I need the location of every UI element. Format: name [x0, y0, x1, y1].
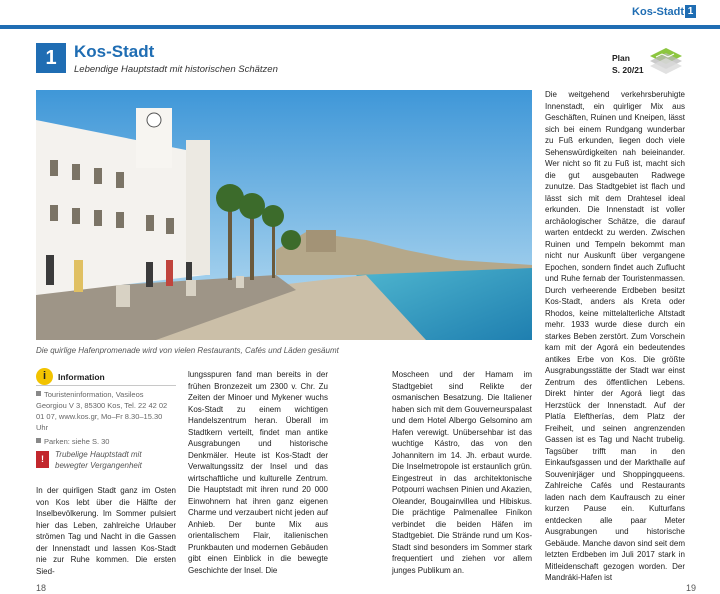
plan-reference — [612, 52, 644, 76]
running-header-label: Kos-Stadt — [632, 6, 684, 18]
information-box — [36, 368, 176, 447]
harbor-promenade-photo — [36, 90, 532, 340]
page-number-right: 19 — [685, 583, 696, 593]
body-text-column-2: lungsspuren fand man bereits in der frühen Bronzezeit um 2300 v. Chr. Zu Zeiten der Minoer und Mykener wuchs Kos-Stadt zu einem wichtigen Handelszentrum heran. Überall im Stadtkern verteilt, findet man antike Ausgrabungen und historische Denkmäler. Heute ist Kos-Stadt der Verwaltungssitz der Insel und das wirtschaftliche und kulturelle Zentrum. Die Hauptstadt mit ihren rund 20 000 Einwohnern hat ihren ganz eigenen Charme und verzaubert nicht jeden auf Anhieb. Der bunte Mix aus orientalischem Flair, italienischen Prunkbauten und modernen Gebäuden gibt einen Einblick in die bewegte Geschichte der Insel. Die — [188, 370, 328, 575]
information-item-text: Touristeninformation, Vasileos Georgiou V 3, 85300 Kos, Tel. 22 42 02 01 07, www.kos.gr, Mo–Fr 8.30–15.30 Uhr — [36, 390, 168, 432]
body-text-column-1: In der quirligen Stadt ganz im Osten von Kos lebt über die Hälfte der Inselbevölkerung. Im Sommer pulsiert hier das Leben, zahlreiche Urlauber strömen Tag und Nacht in die Gassen der Innenstadt und lassen Kos-Stadt nie zur Ruhe kommen. Die ersten Sied- — [36, 486, 176, 576]
information-item-text: Parken: siehe S. 30 — [44, 437, 110, 446]
body-text-column-3: Moscheen und der Hamam im Stadtgebiet sind Relikte der osmanischen Besatzung. Die Italiener haben sich mit dem Gouverneurspalast und dem Hotel Albergo Gelsomino am Hafen verewigt. Unübersehbar ist das wuchtige Kástro, das von den Johannitern im 14. Jh. erbaut wurde. Die Inselmetropole ist erstaunlich grün. Eingestreut in das architektonische Potpourri wachsen Pinien und Akazien, Oleander, Bougainvillea und Hibiskus. Die prächtige Palmenallee Finíkon verbindet die beiden Häfen im Stadtgebiet. Die Strände rund um Kos-Stadt sind besonders im Sommer stark frequentiert und ziehen vor allem junges Publikum an. — [392, 370, 532, 575]
page-subtitle: Lebendige Hauptstadt mit historischen Schätzen — [74, 64, 278, 75]
plan-label: Plan — [612, 53, 630, 63]
highlight-tip — [36, 449, 176, 476]
bullet-square-icon — [36, 438, 41, 443]
header-rule — [0, 25, 720, 29]
running-header-number: 1 — [685, 5, 696, 18]
information-header — [36, 368, 176, 386]
tip-text: Trubelige Hauptstadt mit bewegter Vergangenheit — [55, 450, 142, 470]
red-tip-icon: ! — [36, 451, 49, 468]
bullet-square-icon — [36, 391, 41, 396]
page-title: Kos-Stadt — [74, 42, 155, 61]
entry-number-badge: 1 — [36, 43, 66, 73]
information-item-parking — [36, 436, 176, 447]
info-icon: i — [36, 368, 53, 385]
running-header — [0, 0, 720, 30]
body-text-column-4: Die weitgehend verkehrsberuhigte Innenstadt, ein quirliger Mix aus Geschäften, Ruinen und Kneipen, lässt sich bei einem Rundgang wunderbar zu Fuß erkunden, liegen doch viele Sehenswürdigkeiten nah beieinander. Wer nicht so fit zu Fuß ist, macht sich die gut ausgebauten Radwege zunutze. Das Stadtgebiet ist flach und lässt sich mit dem Drahtesel ideal erkunden. Die Innenstadt ist voller archäologischer Schätze, die darauf warten entdeckt zu werden. Zwischen Ruinen und Tempeln bekommt man nicht nur Auskunft über vergangene Epochen, sondern findet auch Zuflucht und Ruhe fernab der Touristenmassen. Durch verheerende Erdbeben besitzt Kos-Stadt, anders als Kreta oder Rhodos, keine mittelalterliche Altstadt mehr. 1933 wurde diese durch ein starkes Beben zerstört. Zum Vorschein kam mit der Agorá ein bedeutendes antikes Erbe von Kos. Die größte Ausgrabungsstätte der Stadt war einst Zentrum des öffentlichen Lebens. Direkt hinter der Agorá liegt das Herzstück der Innenstadt. Auf der Platía Eleftherías, dem Platz der Freiheit, und seinen angrenzenden Gassen ist es Tag und Nacht trubelig. Tagsüber trifft man in den Einkaufsgassen und der Markthalle auf Souvenirjäger und Shoppingqueens. Zahlreiche Cafés und Restaurants laden nach dem Kaufrausch zu einer kurzen Pause ein. Kulturfans entdecken alle paar Meter Ausgrabungen und historische Gebäude. Manche davon sind seit dem letzten Erdbeben im Juli 2017 stark in Mitleidenschaft gezogen worden. Der Mandráki-Hafen ist — [545, 90, 685, 582]
plan-pages: S. 20/21 — [612, 65, 644, 75]
map-icon — [646, 44, 686, 74]
page-number-left: 18 — [36, 583, 47, 593]
information-item-tourist-office — [36, 389, 176, 433]
photo-caption: Die quirlige Hafenpromenade wird von vielen Restaurants, Cafés und Läden gesäumt — [36, 346, 339, 355]
information-heading: Information — [58, 371, 105, 382]
